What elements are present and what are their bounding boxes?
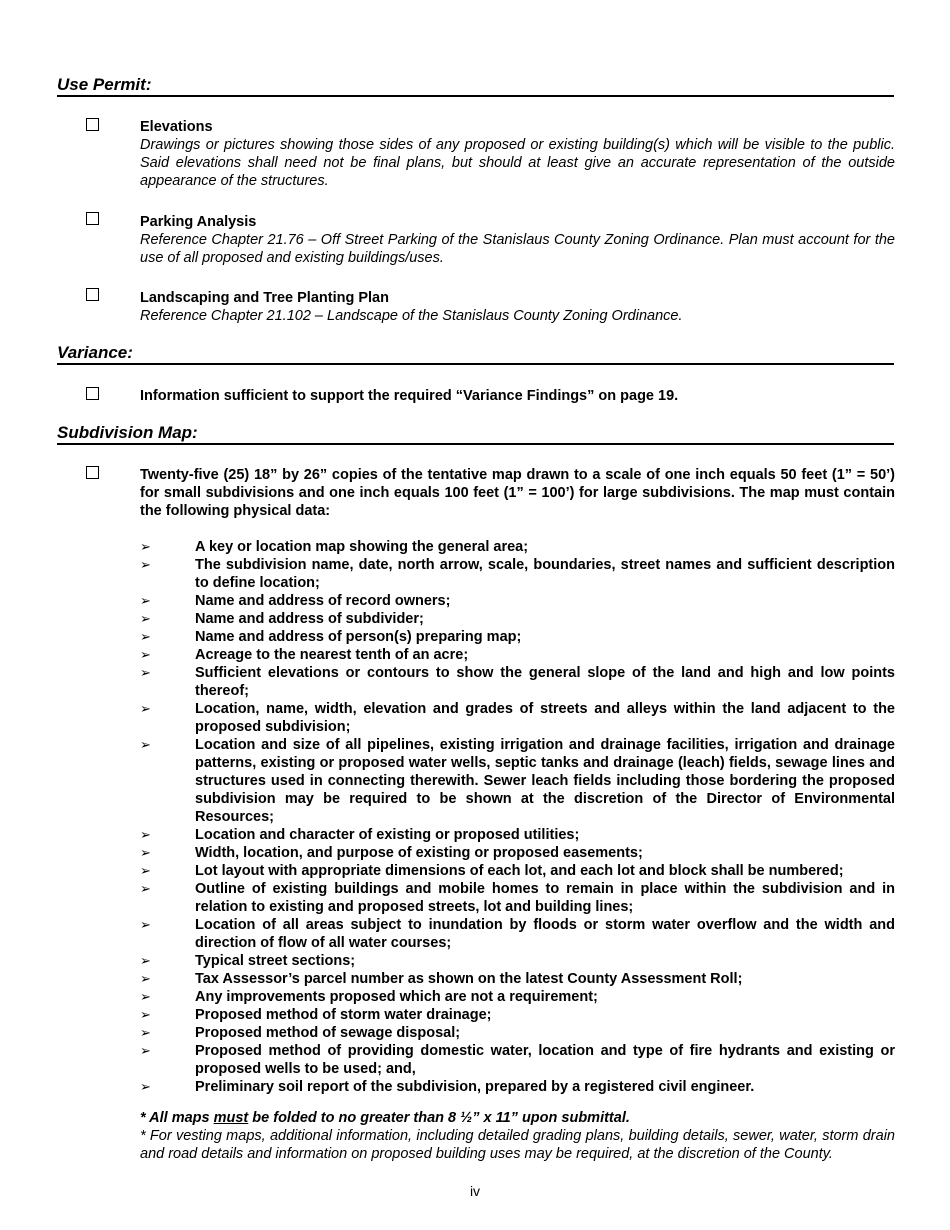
subdivision-map-intro: Twenty-five (25) 18” by 26” copies of the tentative map drawn to a scale of one inch equals 50 feet (1” = 50’) for small subdivisions and one inch equals 100 feet (1” = 100’) for large subdivisions. The map must contain the following physical data: <box>140 467 895 519</box>
list-item <box>140 1078 895 1096</box>
list-item <box>140 844 895 862</box>
landscaping-checkbox[interactable] <box>86 288 99 301</box>
variance-heading: Variance: <box>57 343 894 365</box>
list-item-text: The subdivision name, date, north arrow, scale, boundaries, street names and sufficient description to define location; <box>195 557 895 591</box>
list-item-text: Any improvements proposed which are not a requirement; <box>195 989 598 1005</box>
vesting-note: * For vesting maps, additional information, including detailed grading plans, building details, sewer, water, storm drain and road details and information on proposed building uses may be required, at the discretion of the County. <box>140 1128 895 1162</box>
fold-note-emphasis: must <box>213 1110 249 1126</box>
list-item-text: Proposed method of providing domestic water, location and type of fire hydrants and existing or proposed wells to be used; and, <box>195 1043 895 1077</box>
list-item-text: Proposed method of sewage disposal; <box>195 1025 461 1041</box>
list-item <box>140 826 895 844</box>
arrow-bullet-icon: ➢ <box>140 701 151 716</box>
elevations-title: Elevations <box>140 119 213 135</box>
arrow-bullet-icon: ➢ <box>140 665 151 680</box>
list-item-text: Tax Assessor’s parcel number as shown on the latest County Assessment Roll; <box>195 971 743 987</box>
list-item <box>140 646 895 664</box>
list-item-text: Proposed method of storm water drainage; <box>195 1007 492 1023</box>
list-item-text: Name and address of subdivider; <box>195 611 424 627</box>
elevations-checkbox[interactable] <box>86 118 99 131</box>
list-item-text: Sufficient elevations or contours to show the general slope of the land and high and low points thereof; <box>195 665 895 699</box>
list-item <box>140 592 895 610</box>
landscaping-description: Reference Chapter 21.102 – Landscape of the Stanislaus County Zoning Ordinance. <box>140 308 683 324</box>
arrow-bullet-icon: ➢ <box>140 881 151 896</box>
variance-findings-item: Information sufficient to support the required “Variance Findings” on page 19. <box>140 388 679 404</box>
arrow-bullet-icon: ➢ <box>140 647 151 662</box>
list-item <box>140 1006 895 1024</box>
arrow-bullet-icon: ➢ <box>140 971 151 986</box>
list-item-text: Location of all areas subject to inundation by floods or storm water overflow and the width and direction of flow of all water courses; <box>195 917 895 951</box>
arrow-bullet-icon: ➢ <box>140 845 151 860</box>
subdivision-map-checkbox[interactable] <box>86 466 99 479</box>
arrow-bullet-icon: ➢ <box>140 629 151 644</box>
fold-note-prefix: * All maps <box>140 1110 214 1126</box>
list-item-text: Location and character of existing or proposed utilities; <box>195 827 580 843</box>
list-item <box>140 700 895 736</box>
list-item <box>140 880 895 916</box>
list-item-text: Typical street sections; <box>195 953 356 969</box>
list-item-text: Outline of existing buildings and mobile homes to remain in place within the subdivision and in relation to existing and proposed streets, lot and building lines; <box>195 881 895 915</box>
list-item <box>140 610 895 628</box>
list-item <box>140 556 895 592</box>
parking-analysis-checkbox[interactable] <box>86 212 99 225</box>
fold-note <box>140 1109 895 1127</box>
elevations-item <box>140 118 895 190</box>
arrow-bullet-icon: ➢ <box>140 557 151 572</box>
list-item <box>140 628 895 646</box>
arrow-bullet-icon: ➢ <box>140 989 151 1004</box>
list-item <box>140 862 895 880</box>
landscaping-title: Landscaping and Tree Planting Plan <box>140 290 389 306</box>
parking-analysis-item <box>140 213 895 267</box>
list-item <box>140 1042 895 1078</box>
arrow-bullet-icon: ➢ <box>140 1007 151 1022</box>
variance-findings-checkbox[interactable] <box>86 387 99 400</box>
arrow-bullet-icon: ➢ <box>140 863 151 878</box>
list-item <box>140 664 895 700</box>
arrow-bullet-icon: ➢ <box>140 539 151 554</box>
arrow-bullet-icon: ➢ <box>140 1025 151 1040</box>
arrow-bullet-icon: ➢ <box>140 611 151 626</box>
physical-data-list <box>140 538 895 1096</box>
arrow-bullet-icon: ➢ <box>140 737 151 752</box>
parking-analysis-description: Reference Chapter 21.76 – Off Street Parking of the Stanislaus County Zoning Ordinance. Plan must account for the use of all proposed and existing buildings/uses. <box>140 232 895 266</box>
page-number: iv <box>469 1183 481 1199</box>
list-item-text: Location, name, width, elevation and grades of streets and alleys within the land adjacent to the proposed subdivision; <box>195 701 895 735</box>
arrow-bullet-icon: ➢ <box>140 953 151 968</box>
list-item <box>140 736 895 826</box>
list-item-text: Name and address of record owners; <box>195 593 451 609</box>
arrow-bullet-icon: ➢ <box>140 827 151 842</box>
arrow-bullet-icon: ➢ <box>140 917 151 932</box>
list-item <box>140 970 895 988</box>
list-item <box>140 1024 895 1042</box>
arrow-bullet-icon: ➢ <box>140 1043 151 1058</box>
elevations-description: Drawings or pictures showing those sides of any proposed or existing building(s) which will be visible to the public. Said elevations shall need not be final plans, but should at least give an accurate representation of the outside appearance of the structures. <box>140 137 895 189</box>
arrow-bullet-icon: ➢ <box>140 1079 151 1094</box>
subdivision-map-heading: Subdivision Map: <box>57 423 894 445</box>
list-item-text: A key or location map showing the general area; <box>195 539 529 555</box>
arrow-bullet-icon: ➢ <box>140 593 151 608</box>
list-item-text: Acreage to the nearest tenth of an acre; <box>195 647 469 663</box>
list-item-text: Preliminary soil report of the subdivision, prepared by a registered civil engineer. <box>195 1079 755 1095</box>
list-item-text: Name and address of person(s) preparing map; <box>195 629 522 645</box>
list-item-text: Location and size of all pipelines, existing irrigation and drainage facilities, irrigation and drainage patterns, existing or proposed water wells, septic tanks and drainage (leach) fields, sewage lines and structures used in connecting therewith. Sewer leach fields including those bordering the proposed subdivision may be required to be shown at the discretion of the Director of Environmental Resources; <box>195 737 895 825</box>
list-item <box>140 988 895 1006</box>
list-item <box>140 538 895 556</box>
landscaping-item <box>140 289 895 325</box>
use-permit-heading: Use Permit: <box>57 75 894 97</box>
list-item <box>140 916 895 952</box>
list-item <box>140 952 895 970</box>
list-item-text: Lot layout with appropriate dimensions of each lot, and each lot and block shall be numbered; <box>195 863 844 879</box>
fold-note-suffix: be folded to no greater than 8 ½” x 11” upon submittal. <box>248 1110 630 1126</box>
list-item-text: Width, location, and purpose of existing or proposed easements; <box>195 845 643 861</box>
parking-analysis-title: Parking Analysis <box>140 214 257 230</box>
